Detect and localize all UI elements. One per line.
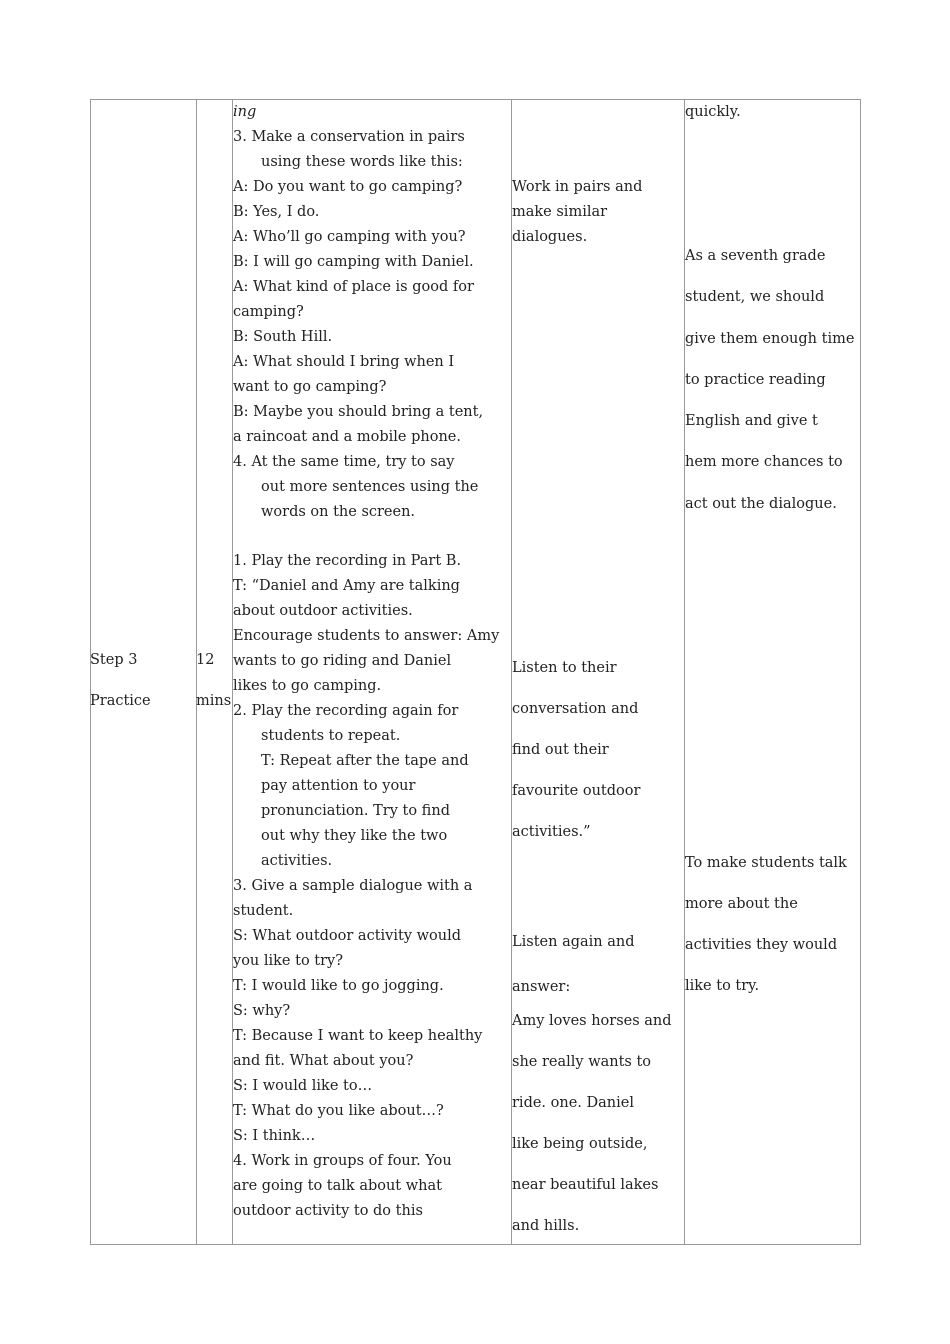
text-line: she really wants to	[512, 1054, 652, 1070]
text-line: are going to talk about what	[233, 1178, 442, 1194]
text-line: activities they would	[685, 937, 838, 953]
text-line: out more sentences using the	[261, 479, 479, 495]
text-line: 2. Play the recording again for	[233, 703, 459, 719]
text-line: B: South Hill.	[233, 329, 333, 345]
text-line: B: I will go camping with Daniel.	[233, 254, 474, 270]
text-line: 4. At the same time, try to say	[233, 454, 455, 470]
text-line: Listen again and	[512, 934, 635, 950]
step-name: Step 3	[90, 652, 138, 668]
text-line: A: Who’ll go camping with you?	[233, 229, 466, 245]
text-line: more about the	[685, 896, 798, 912]
text-line: wants to go riding and Daniel	[233, 653, 452, 669]
text-line: student, we should	[685, 289, 825, 306]
text-line: conversation and	[512, 701, 639, 717]
text-line: S: What outdoor activity would	[233, 928, 462, 944]
text-line: favourite outdoor	[512, 783, 641, 799]
text-line: activities.”	[512, 824, 591, 840]
text-line: about outdoor activities.	[233, 603, 413, 619]
text-line: likes to go camping.	[233, 678, 382, 694]
text-line: out why they like the two	[261, 828, 448, 844]
text-line: act out the dialogue.	[685, 495, 837, 512]
text-line: you like to try?	[233, 953, 344, 969]
text-line: pay attention to your	[261, 778, 416, 794]
text-line: To make students talk	[685, 855, 847, 871]
students-block-mid	[512, 648, 684, 853]
students-block-bottom-b	[512, 1001, 684, 1247]
text-line: 3. Give a sample dialogue with a	[233, 878, 473, 894]
text-line: camping?	[233, 304, 304, 320]
students-block-bottom-a	[512, 920, 684, 1010]
text-line: give them enough time	[685, 330, 855, 347]
text-line: 4. Work in groups of four. You	[233, 1153, 452, 1169]
text-line: answer:	[512, 979, 571, 995]
purpose-top: quickly.	[685, 104, 741, 120]
time-unit: mins	[196, 693, 232, 709]
table-col-border-5	[860, 99, 861, 1245]
text-line: find out their	[512, 742, 609, 758]
text-line: pronunciation. Try to find	[261, 803, 450, 819]
text-line: dialogues.	[512, 229, 588, 245]
text-line: T: Repeat after the tape and	[261, 753, 469, 769]
text-line: S: why?	[233, 1003, 291, 1019]
text-line: T: What do you like about…?	[233, 1103, 444, 1119]
text-line: activities.	[261, 853, 333, 869]
purpose-block-bottom	[685, 843, 860, 1007]
text-line: to practice reading	[685, 371, 826, 388]
text-line: 1. Play the recording in Part B.	[233, 553, 462, 569]
teacher-block-top	[233, 100, 511, 525]
text-line: English and give t	[685, 413, 818, 430]
text-line: student.	[233, 903, 294, 919]
text-line: want to go camping?	[233, 379, 387, 395]
text-line: using these words like this:	[261, 154, 463, 170]
text-line: Work in pairs and	[512, 179, 643, 195]
text-line: near beautiful lakes	[512, 1177, 659, 1193]
text-line: like being outside,	[512, 1136, 648, 1152]
students-block-top	[512, 175, 684, 250]
text-line: hem more chances to	[685, 454, 843, 471]
text-line: make similar	[512, 204, 608, 220]
purpose-block-mid	[685, 236, 860, 525]
text-line: outdoor activity to do this	[233, 1203, 423, 1219]
text-line: B: Yes, I do.	[233, 204, 320, 220]
text-line: A: Do you want to go camping?	[233, 179, 463, 195]
text-line: and fit. What about you?	[233, 1053, 414, 1069]
text-line: Amy loves horses and	[512, 1013, 672, 1029]
text-line: Encourage students to answer: Amy	[233, 628, 500, 644]
text-line: A: What kind of place is good for	[233, 279, 474, 295]
text-line: S: I think…	[233, 1128, 316, 1144]
time-value: 12	[196, 652, 215, 668]
text-line: Listen to their	[512, 660, 617, 676]
text-line: S: I would like to…	[233, 1078, 373, 1094]
text-line: T: Because I want to keep healthy	[233, 1028, 483, 1044]
text-line: students to repeat.	[261, 728, 401, 744]
table-bottom-border	[90, 1244, 861, 1245]
text-line: words on the screen.	[261, 504, 416, 520]
text-line: As a seventh grade	[685, 248, 826, 264]
text-line: like to try.	[685, 978, 760, 994]
text-line: ride. one. Daniel	[512, 1095, 634, 1111]
text-line: and hills.	[512, 1218, 580, 1234]
step-phase: Practice	[90, 693, 151, 709]
teacher-block-bottom	[233, 549, 511, 1224]
text-line: a raincoat and a mobile phone.	[233, 429, 461, 445]
text-line: 3. Make a conservation in pairs	[233, 129, 465, 145]
text-line: ing	[233, 104, 257, 120]
text-line: T: I would like to go jogging.	[233, 978, 444, 994]
text-line: B: Maybe you should bring a tent,	[233, 404, 484, 420]
text-line: A: What should I bring when I	[233, 354, 455, 370]
text-line: T: “Daniel and Amy are talking	[233, 578, 460, 594]
